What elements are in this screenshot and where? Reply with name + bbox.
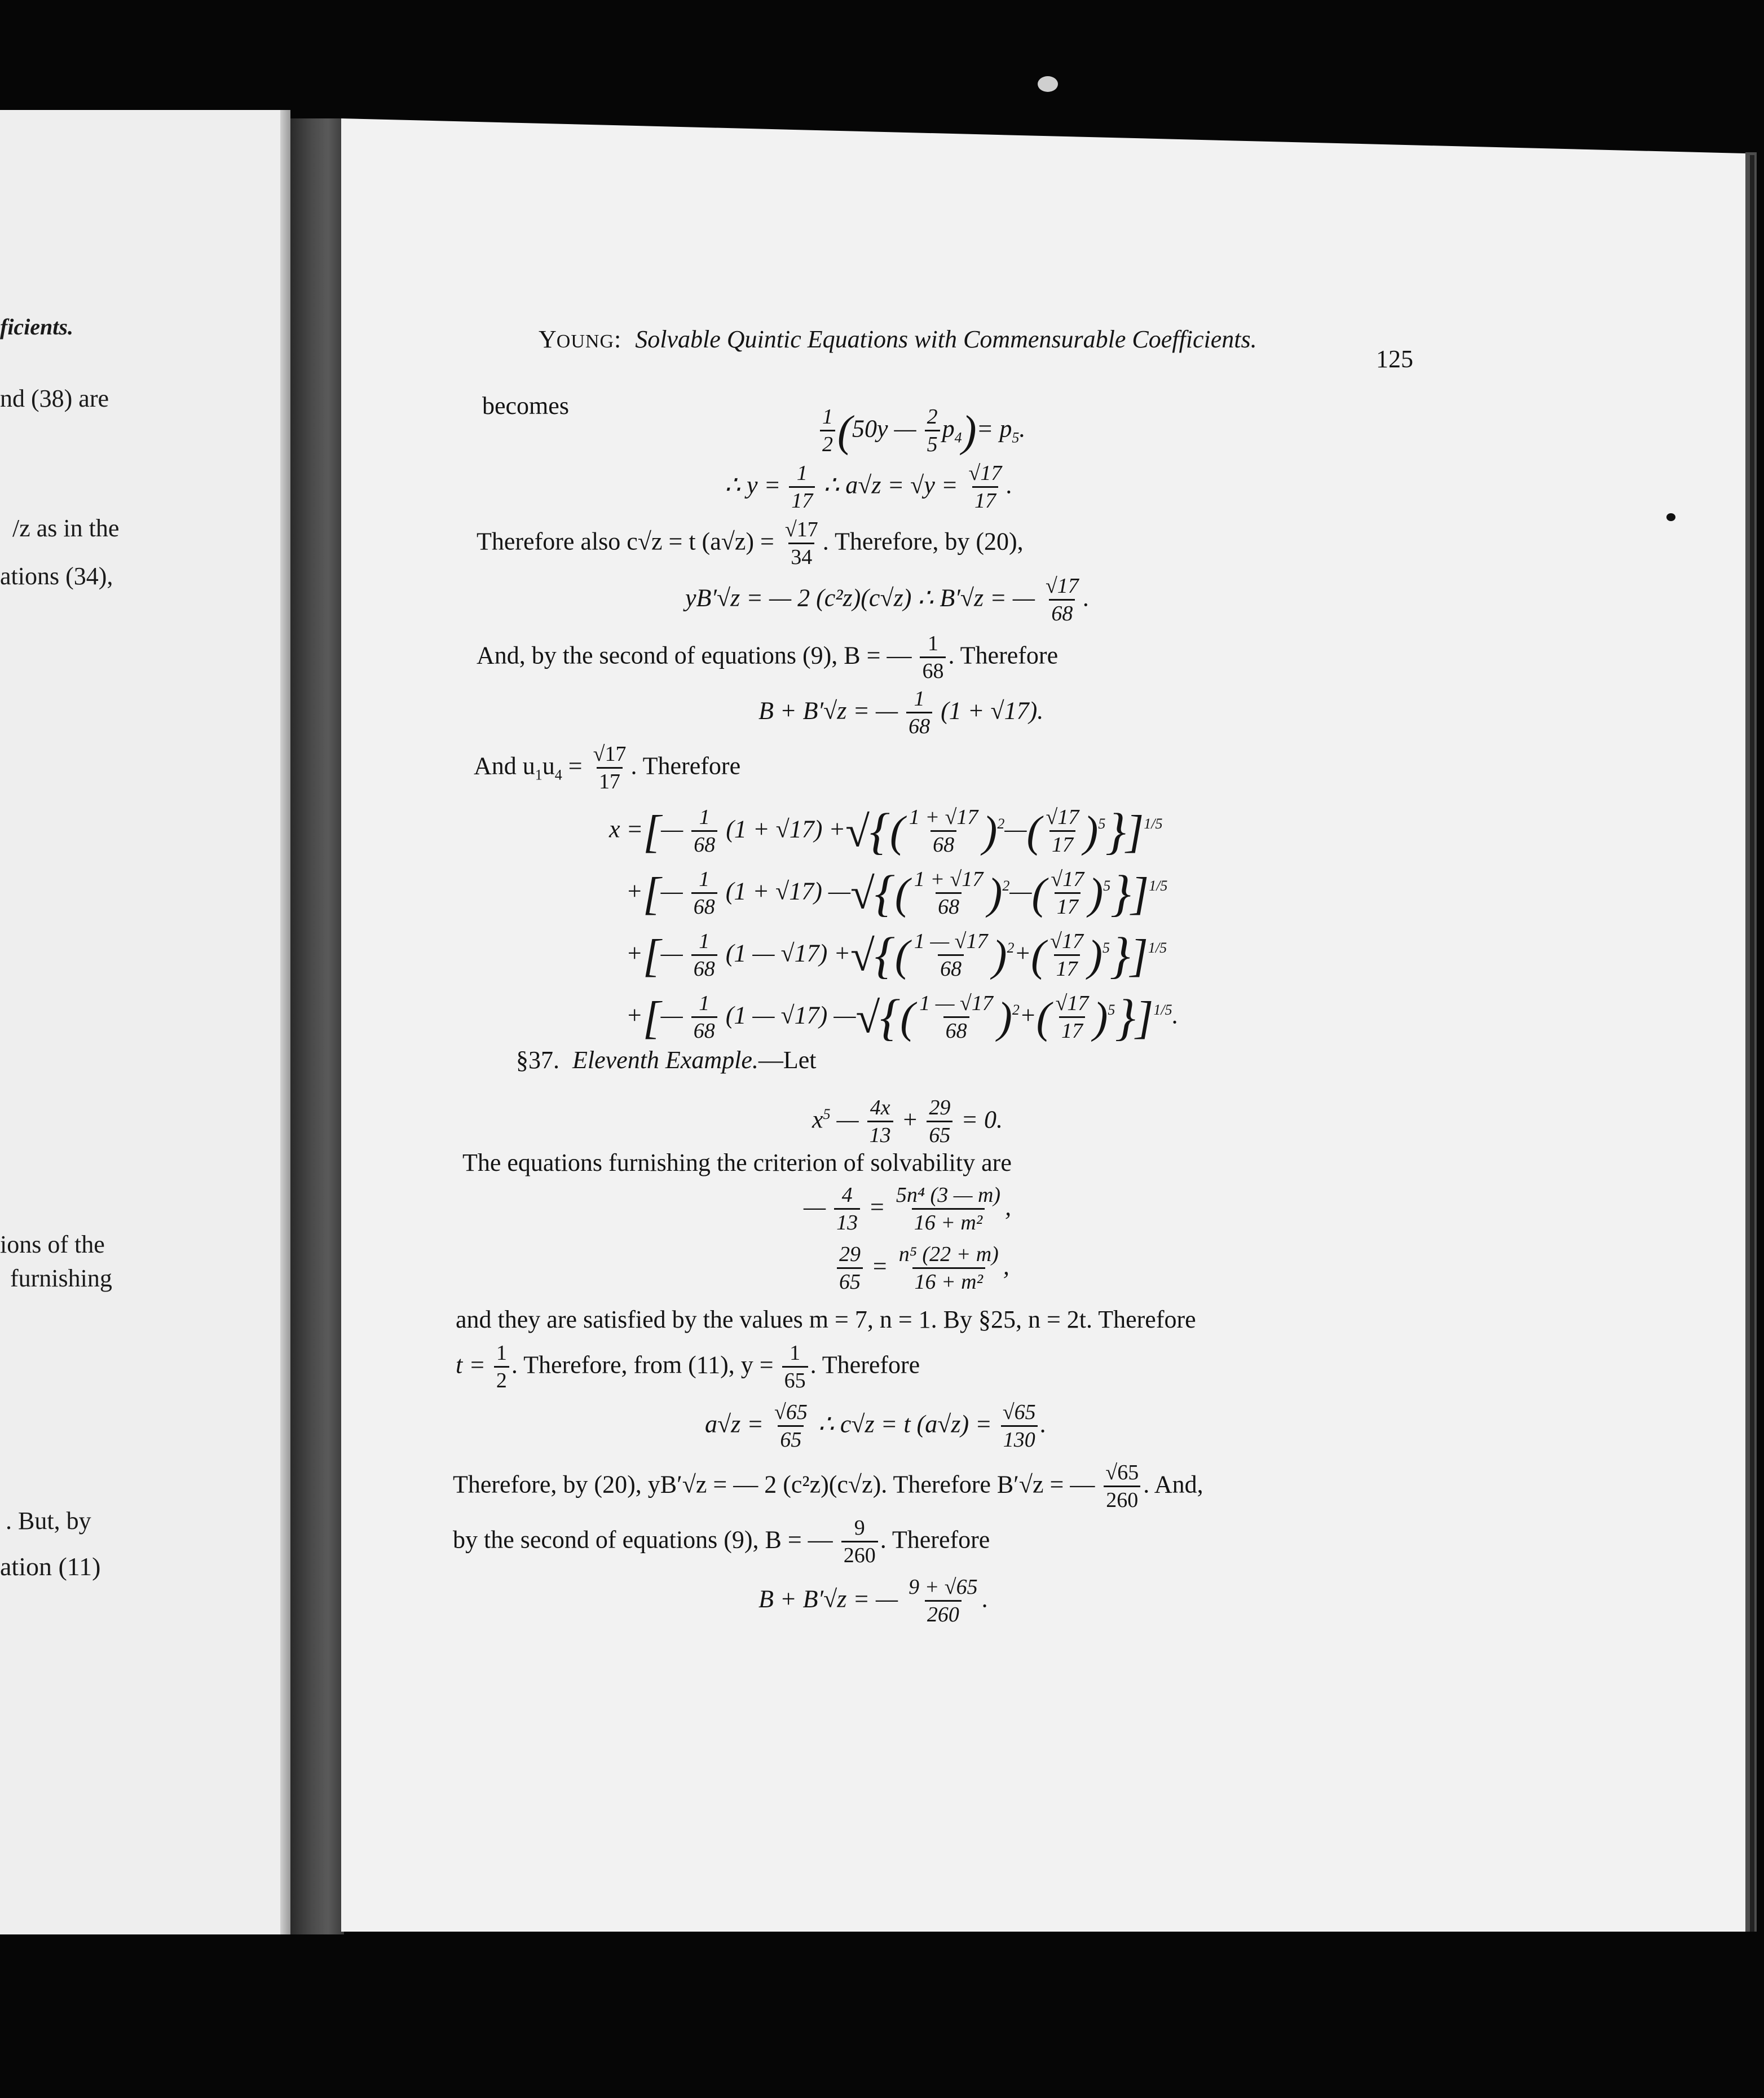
header-author-rest: OUNG [556,331,614,352]
equation-4: yB′√z = — 2 (c²z)(c√z) ∴ B′√z = — $\frac{√17}{68}$ . [685,574,1090,625]
equation-14: a√z = $\frac{√65}{65}$ ∴ c√z = t (a√z) = $\frac{√65}{130}$ . [705,1400,1047,1452]
left-page-line-7: . But, by [6,1507,91,1535]
equation-8: $x^5$ — $\frac{4x}{13}$ + $\frac{29}{65}$ = 0. [812,1096,1003,1147]
equation-10: — $\frac{4}{13}$ = $\frac{\text{5n⁴ (3 — m)}}{\text{16 + m²}}$ , [804,1183,1012,1235]
line-13: t = $\frac{1}{2}$ . Therefore, from (11), y = $\frac{1}{65}$ . Therefore [456,1341,920,1392]
equation-11: $\frac{29}{65}$ = $\frac{\text{n⁵ (22 + m)}}{\text{16 + m²}}$ , [835,1244,1009,1294]
left-page-line-5: ions of the [0,1231,105,1258]
fraction: $\frac{1}{68}$ [906,688,932,738]
line-3: Therefore also c√z = t (a√z) = $\frac{√17}{34}$ . Therefore, by (20), [477,518,1024,569]
book-spine-shadow [290,118,344,1934]
fraction: $\frac{√17}{17}$ [968,461,1002,513]
running-header [539,327,1257,352]
header-author-initial: Y [539,325,557,353]
equation-6: B + B′√z = — $\frac{1}{68}$ (1 + √17). [758,687,1044,738]
fraction: $\frac{√17}{34}$ [784,518,818,569]
page-edge-shadow [1750,155,1754,1932]
big-expression-row-1: x =[— $\frac{1}{68}$ (1 + √17) +√{( $\frac{1 + √17}{68}$ )$^2$—( $\frac{√17}{17}$ )$^5$}]$^{1/5}$ [609,803,1163,860]
line-16: by the second of equations (9), B = — $\frac{9}{260}$ . Therefore [453,1516,990,1567]
line-5: And, by the second of equations (9), B = — $\frac{1}{68}$ . Therefore [477,632,1059,683]
fraction: $\frac{√17}{17}$ [593,742,627,794]
left-page-line-1: ficients. [0,314,73,340]
left-page [0,110,290,1934]
left-page-line-6: furnishing [10,1264,112,1292]
page-number: 125 [1376,345,1413,373]
big-expression-row-2: +[— $\frac{1}{68}$ (1 + √17) —√{( $\frac{1 + √17}{68}$ )$^2$—( $\frac{√17}{17}$ )$^5$}]$^{1/5}$ [626,865,1168,922]
fraction: $\frac{1}{17}$ [789,462,815,513]
big-expression-row-4: +[— $\frac{1}{68}$ (1 — √17) —√{( $\frac{1 — √17}{68}$ )$^2$+( $\frac{√17}{17}$ )$^5$}]$^{1/5}$. [626,989,1179,1046]
line-12: and they are satisfied by the values m = 7, n = 1. By §25, n = 2t. Therefore [456,1306,1196,1333]
left-page-line-4: ations (34), [0,562,113,590]
line-7: And $u_1u_4$ = $\frac{√17}{17}$ . Therefore [474,742,741,794]
fraction: $\frac{√17}{68}$ [1045,574,1079,625]
equation-1: $\frac{1}{2}$ (50y — $\frac{2}{5}$ $p_4)= p_5$. [818,406,1025,456]
fraction: $\frac{1}{2}$ [820,406,835,456]
header-colon: : [614,325,621,353]
left-page-line-2: nd (38) are [0,385,109,412]
left-page-line-8: ation (11) [0,1552,101,1581]
word-becomes: becomes [482,392,569,420]
left-page-fold [280,110,290,1934]
ink-blot [1666,513,1675,521]
equation-17: B + B′√z = — $\frac{9 + √65}{260}$ . [758,1575,989,1627]
line-9: The equations furnishing the criterion of solvability are [462,1149,1012,1176]
section-heading: §37. Eleventh Example.—Let [516,1046,817,1074]
equation-2: ∴ y = $\frac{1}{17}$ ∴ a√z = √y = $\frac{√17}{17}$ . [725,461,1013,513]
fraction: $\frac{2}{5}$ [925,406,940,456]
header-title: Solvable Quintic Equations with Commensurable Coefficients. [635,325,1257,353]
left-page-line-3: /z as in the [12,514,120,542]
dust-speck [1038,76,1058,92]
line-15: Therefore, by (20), yB′√z = — 2 (c²z)(c√z). Therefore B′√z = — $\frac{√65}{260}$ . And, [453,1461,1203,1512]
big-expression-row-3: +[— $\frac{1}{68}$ (1 — √17) +√{( $\frac{1 — √17}{68}$ )$^2$+( $\frac{√17}{17}$ )$^5$}]$^{1/5}$ [626,927,1167,984]
fraction: $\frac{1}{68}$ [920,633,946,683]
